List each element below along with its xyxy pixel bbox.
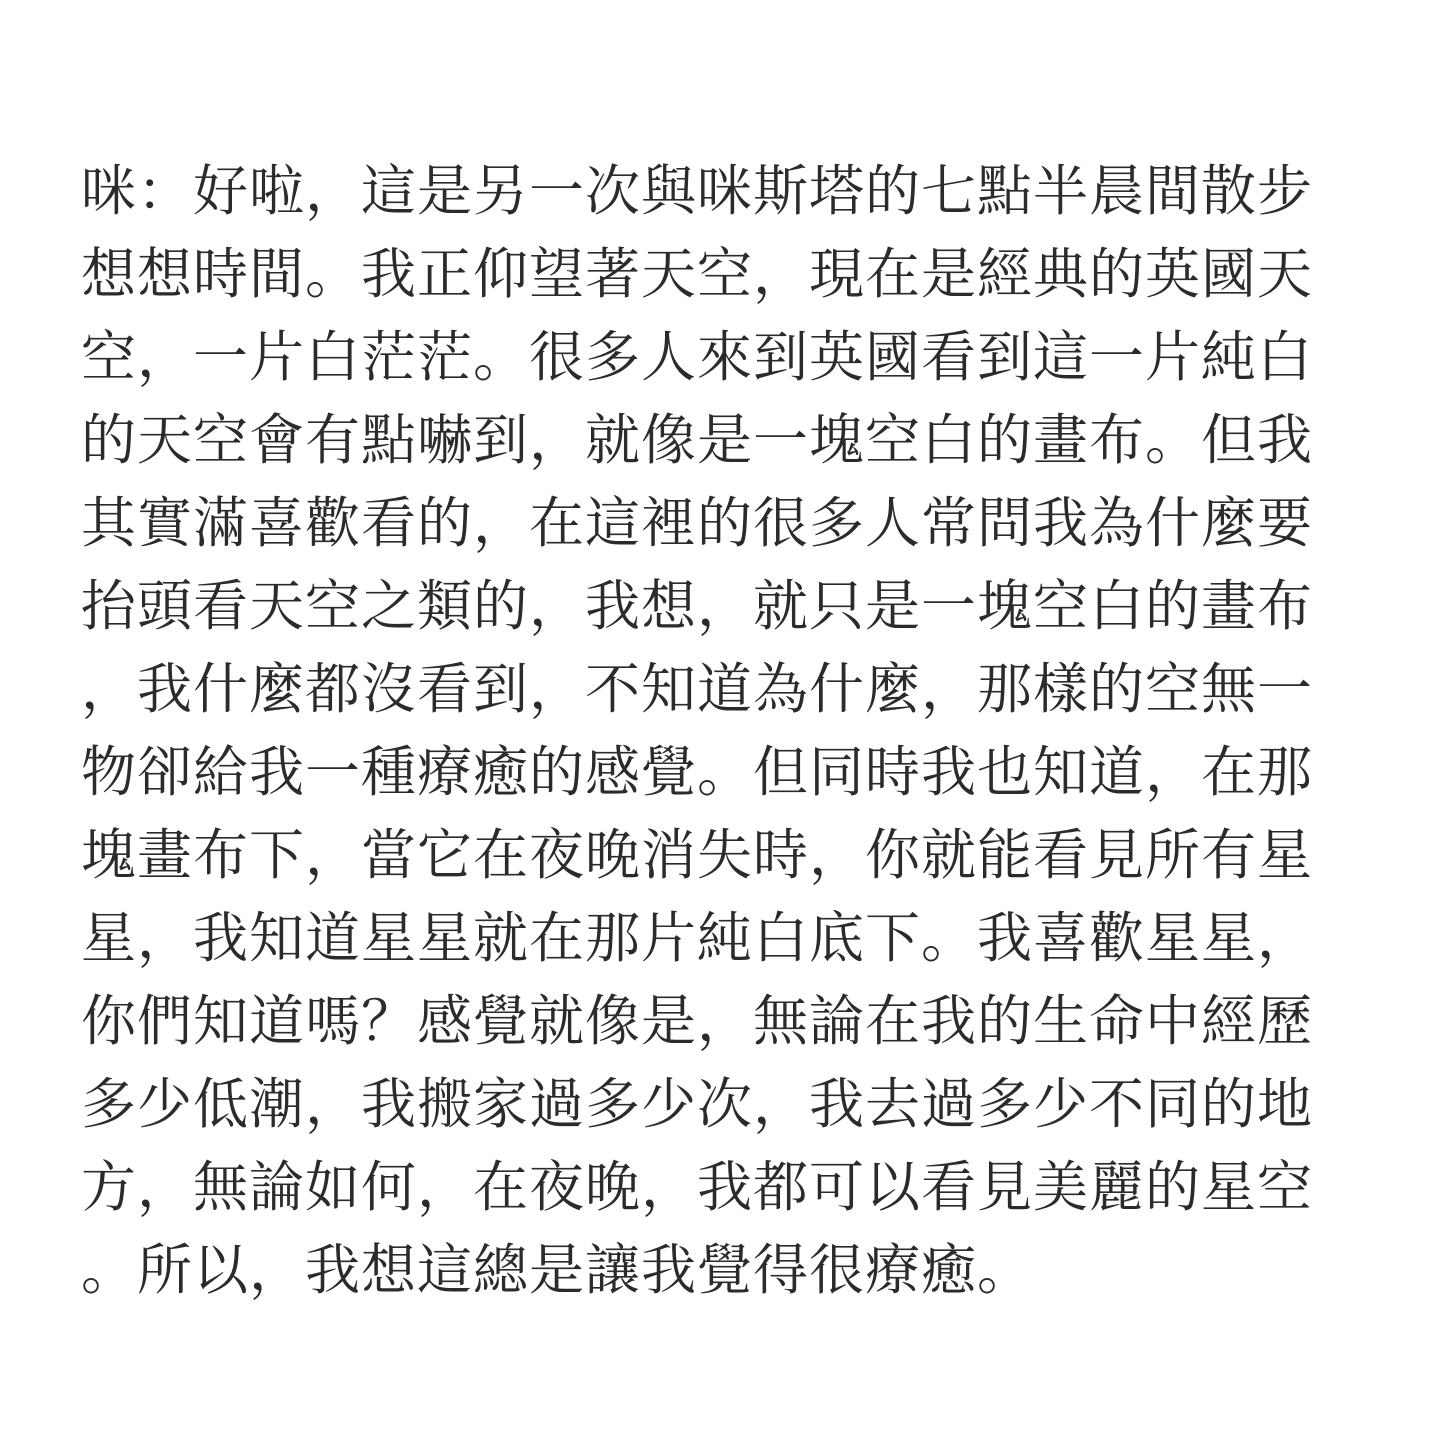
text-line-8: 物卻給我一種療癒的感覺。但同時我也知道，在那 [81,740,1314,804]
text-line-1: 咪：好啦，這是另一次與咪斯塔的七點半晨間散步 [81,159,1314,223]
text-line-14: 。所以，我想這總是讓我覺得很療癒。 [81,1238,1034,1302]
text-line-2: 想想時間。我正仰望著天空，現在是經典的英國天 [81,242,1314,306]
text-line-3: 空，一片白茫茫。很多人來到英國看到這一片純白 [81,325,1314,389]
text-line-6: 抬頭看天空之類的，我想，就只是一塊空白的畫布 [81,574,1314,638]
text-line-10: 星，我知道星星就在那片純白底下。我喜歡星星， [81,906,1314,970]
text-line-9: 塊畫布下，當它在夜晚消失時，你就能看見所有星 [81,823,1314,887]
transcript-text-block [81,150,1321,1312]
text-line-7: ，我什麼都沒看到，不知道為什麼，那樣的空無一 [81,657,1314,721]
text-line-13: 方，無論如何，在夜晚，我都可以看見美麗的星空 [81,1155,1314,1219]
text-line-4: 的天空會有點嚇到，就像是一塊空白的畫布。但我 [81,408,1314,472]
text-line-12: 多少低潮，我搬家過多少次，我去過多少不同的地 [81,1072,1314,1136]
text-line-5: 其實滿喜歡看的，在這裡的很多人常問我為什麼要 [81,491,1314,555]
text-line-11: 你們知道嗎？感覺就像是，無論在我的生命中經歷 [81,989,1314,1053]
